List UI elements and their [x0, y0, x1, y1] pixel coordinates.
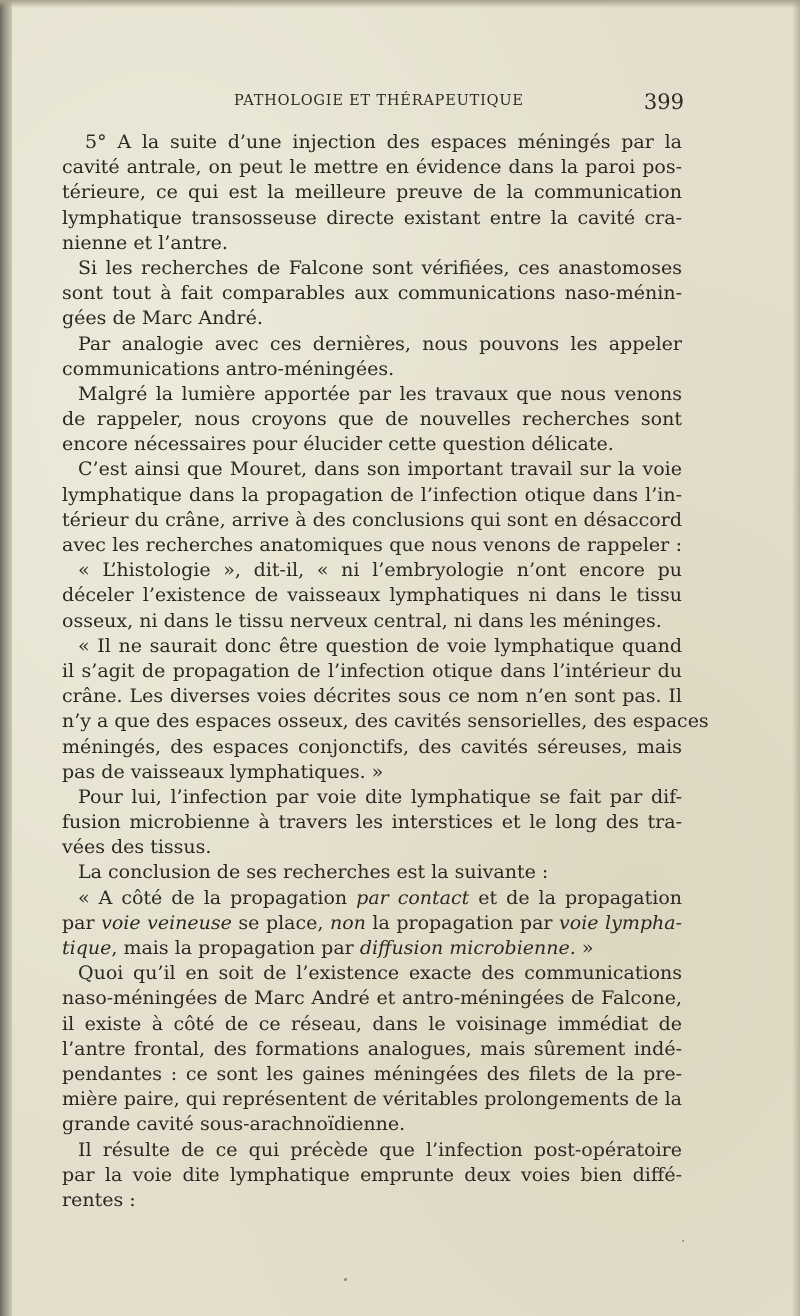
text-line: naso-méningées de Marc André et antro-méningées de Falcone,: [62, 987, 682, 1010]
text-line: il s’agit de propagation de l’infection otique dans l’intérieur du: [62, 659, 682, 682]
text-line: nienne et l’antre.: [62, 231, 228, 254]
text-line: communications antro-méningées.: [62, 357, 395, 380]
text-line: [62, 911, 682, 936]
body-text: [62, 130, 709, 1213]
text-span: par: [62, 911, 102, 934]
italic-text: tique: [62, 937, 112, 959]
text-line: Pour lui, l’infection par voie dite lymphatique se fait par dif-: [78, 785, 682, 808]
text-line: lymphatique transosseuse directe existant entre la cavité cra-: [62, 206, 682, 229]
text-line: crâne. Les diverses voies décrites sous ce nom n’en sont pas. Il: [62, 685, 682, 708]
text-span: »: [575, 937, 594, 959]
text-line: osseux, ni dans le tissu nerveux central, ni dans les méninges.: [62, 609, 662, 632]
text-line: 5° A la suite d’une injection des espaces méningés par la: [85, 131, 682, 153]
text-span: la propagation par: [365, 911, 560, 934]
text-span: , mais la propagation par: [111, 937, 360, 959]
text-line: encore nécessaires pour élucider cette question délicate.: [62, 433, 614, 456]
text-line: térieur du crâne, arrive à des conclusions qui sont en désaccord: [62, 508, 682, 531]
page-number: 399: [643, 90, 684, 114]
text-line: fusion microbienne à travers les interstices et le long des tra-: [62, 811, 682, 834]
paper-speck: [344, 1278, 347, 1281]
text-line: térieure, ce qui est la meilleure preuve de la communication: [62, 181, 682, 204]
text-line: rentes :: [62, 1188, 136, 1211]
text-line: lymphatique dans la propagation de l’infection otique dans l’in-: [62, 483, 682, 506]
paper-speck: [682, 1240, 684, 1242]
text-line: Malgré la lumière apportée par les travaux que nous venons: [78, 382, 682, 405]
text-line: vées des tissus.: [62, 836, 212, 859]
text-line: Il résulte de ce qui précède que l’infection post-opératoire: [78, 1138, 682, 1161]
text-line: mière paire, qui représentent de véritables prolongements de la: [62, 1088, 682, 1111]
running-head: [234, 90, 684, 114]
page-edge-right: [792, 0, 800, 1316]
text-line: gées de Marc André.: [62, 307, 263, 330]
text-line: cavité antrale, on peut le mettre en évidence dans la paroi pos-: [62, 156, 682, 179]
text-line: avec les recherches anatomiques que nous venons de rappeler :: [62, 534, 682, 556]
text-line: par la voie dite lymphatique emprunte deux voies bien diffé-: [62, 1163, 682, 1186]
text-line: sont tout à fait comparables aux communications naso-ménin-: [62, 282, 682, 305]
text-span: se place,: [231, 911, 330, 934]
text-line: Par analogie avec ces dernières, nous pouvons les appeler: [78, 332, 682, 355]
text-line: n’y a que des espaces osseux, des cavités sensorielles, des espaces: [62, 710, 709, 733]
book-binding-shadow: [0, 0, 12, 1316]
text-span: « A côté de la propagation: [78, 886, 357, 909]
text-line: il existe à côté de ce réseau, dans le voisinage immédiat de: [62, 1012, 682, 1035]
text-line: pas de vaisseaux lymphatiques. »: [62, 760, 384, 783]
text-line: [62, 886, 682, 911]
text-line: déceler l’existence de vaisseaux lymphatiques ni dans le tissu: [62, 584, 682, 607]
text-line: « Il ne saurait donc être question de voie lymphatique quand: [78, 634, 682, 657]
text-line: l’antre frontal, des formations analogues, mais sûrement indé-: [62, 1037, 682, 1060]
text-line: « L’histologie », dit-il, « ni l’embryologie n’ont encore pu: [78, 559, 682, 582]
text-line: méningés, des espaces conjonctifs, des cavités séreuses, mais: [62, 735, 682, 758]
text-line: Si les recherches de Falcone sont vérifiées, ces anastomoses: [78, 256, 682, 279]
page-edge-top: [0, 0, 800, 8]
text-line: C’est ainsi que Mouret, dans son important travail sur la voie: [78, 458, 682, 481]
running-title: PATHOLOGIE ET THÉRAPEUTIQUE: [234, 93, 524, 109]
italic-text: par contact: [356, 886, 470, 909]
text-line: pendantes : ce sont les gaines méningées des filets de la pre-: [62, 1062, 682, 1085]
italic-text: voie veineuse: [101, 911, 232, 934]
text-span: et de la propagation: [469, 886, 683, 909]
text-line: grande cavité sous-arachnoïdienne.: [62, 1113, 406, 1136]
text-line: La conclusion de ses recherches est la suivante :: [78, 861, 549, 884]
italic-text: diffusion microbienne.: [359, 937, 576, 959]
italic-text: non: [329, 911, 366, 934]
italic-text: voie lympha-: [559, 911, 683, 934]
text-line: [62, 936, 682, 961]
text-line: de rappeler, nous croyons que de nouvelles recherches sont: [62, 408, 682, 431]
text-line: Quoi qu’il en soit de l’existence exacte des communications: [78, 962, 682, 985]
